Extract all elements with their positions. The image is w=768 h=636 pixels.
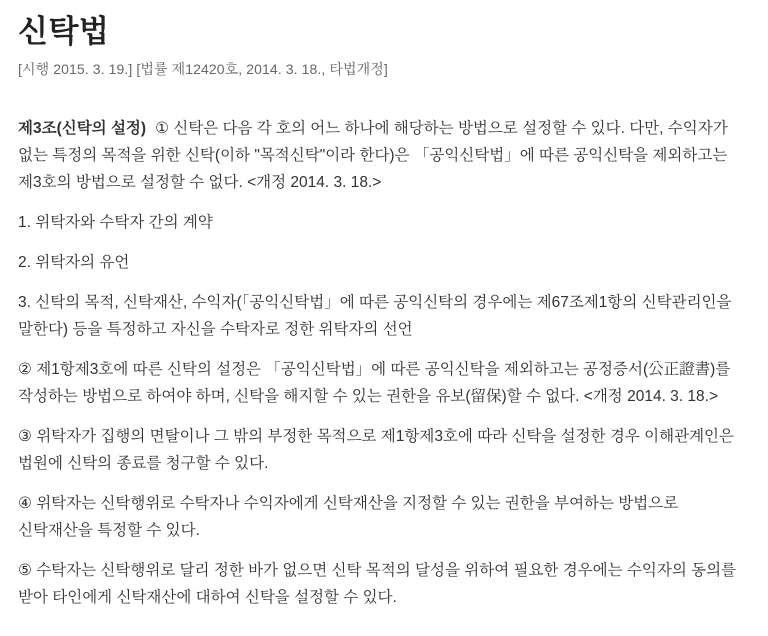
law-meta-line: [시행 2015. 3. 19.] [법률 제12420호, 2014. 3. 18., 타법개정] bbox=[18, 61, 388, 78]
article-item-2: 2. 위탁자의 유언 bbox=[18, 254, 130, 272]
article-body bbox=[18, 115, 750, 611]
article-clause-4: ④ 위탁자는 신탁행위로 수탁자나 수익자에게 신탁재산을 지정할 수 있는 권한을 부여하는 방법으로 신탁재산을 특정할 수 있다. bbox=[18, 495, 679, 540]
document-header bbox=[18, 12, 750, 79]
article-intro-text: ① 신탁은 다음 각 호의 어느 하나에 해당하는 방법으로 설정할 수 있다. 다만, 수익자가 없는 특정의 목적을 위한 신탁(이하 "목적신탁"이라 한다)은 「공익신탁법」에 따른 공익신탁을 제외하고는 제3호의 방법으로 설정할 수 없다. <개정 2014. 3. 18.> bbox=[18, 120, 728, 192]
article-clause-5: ⑤ 수탁자는 신탁행위로 달리 정한 바가 없으면 신탁 목적의 달성을 위하여 필요한 경우에는 수익자의 동의를 받아 타인에게 신탁재산에 대하여 신탁을 설정할 수 있다. bbox=[18, 562, 737, 607]
article-item-1: 1. 위탁자와 수탁자 간의 계약 bbox=[18, 214, 213, 232]
article-item-3: 3. 신탁의 목적, 신탁재산, 수익자(「공익신탁법」에 따른 공익신탁의 경우에는 제67조제1항의 신탁관리인을 말한다) 등을 특정하고 자신을 수탁자로 정한 위탁자의 선언 bbox=[18, 294, 732, 339]
article-intro-paragraph bbox=[18, 115, 750, 196]
article-clause-2: ② 제1항제3호에 따른 신탁의 설정은 「공익신탁법」에 따른 공익신탁을 제외하고는 공정증서(公正證書)를 작성하는 방법으로 하여야 하며, 신탁을 해지할 수 있는 권한을 유보(留保)할 수 없다. <개정 2014. 3. 18.> bbox=[18, 361, 731, 406]
article-heading: 제3조(신탁의 설정) bbox=[18, 120, 147, 138]
article-clause-3: ③ 위탁자가 집행의 면탈이나 그 밖의 부정한 목적으로 제1항제3호에 따라 신탁을 설정한 경우 이해관계인은 법원에 신탁의 종료를 청구할 수 있다. bbox=[18, 428, 734, 473]
law-title: 신탁법 bbox=[18, 14, 110, 49]
